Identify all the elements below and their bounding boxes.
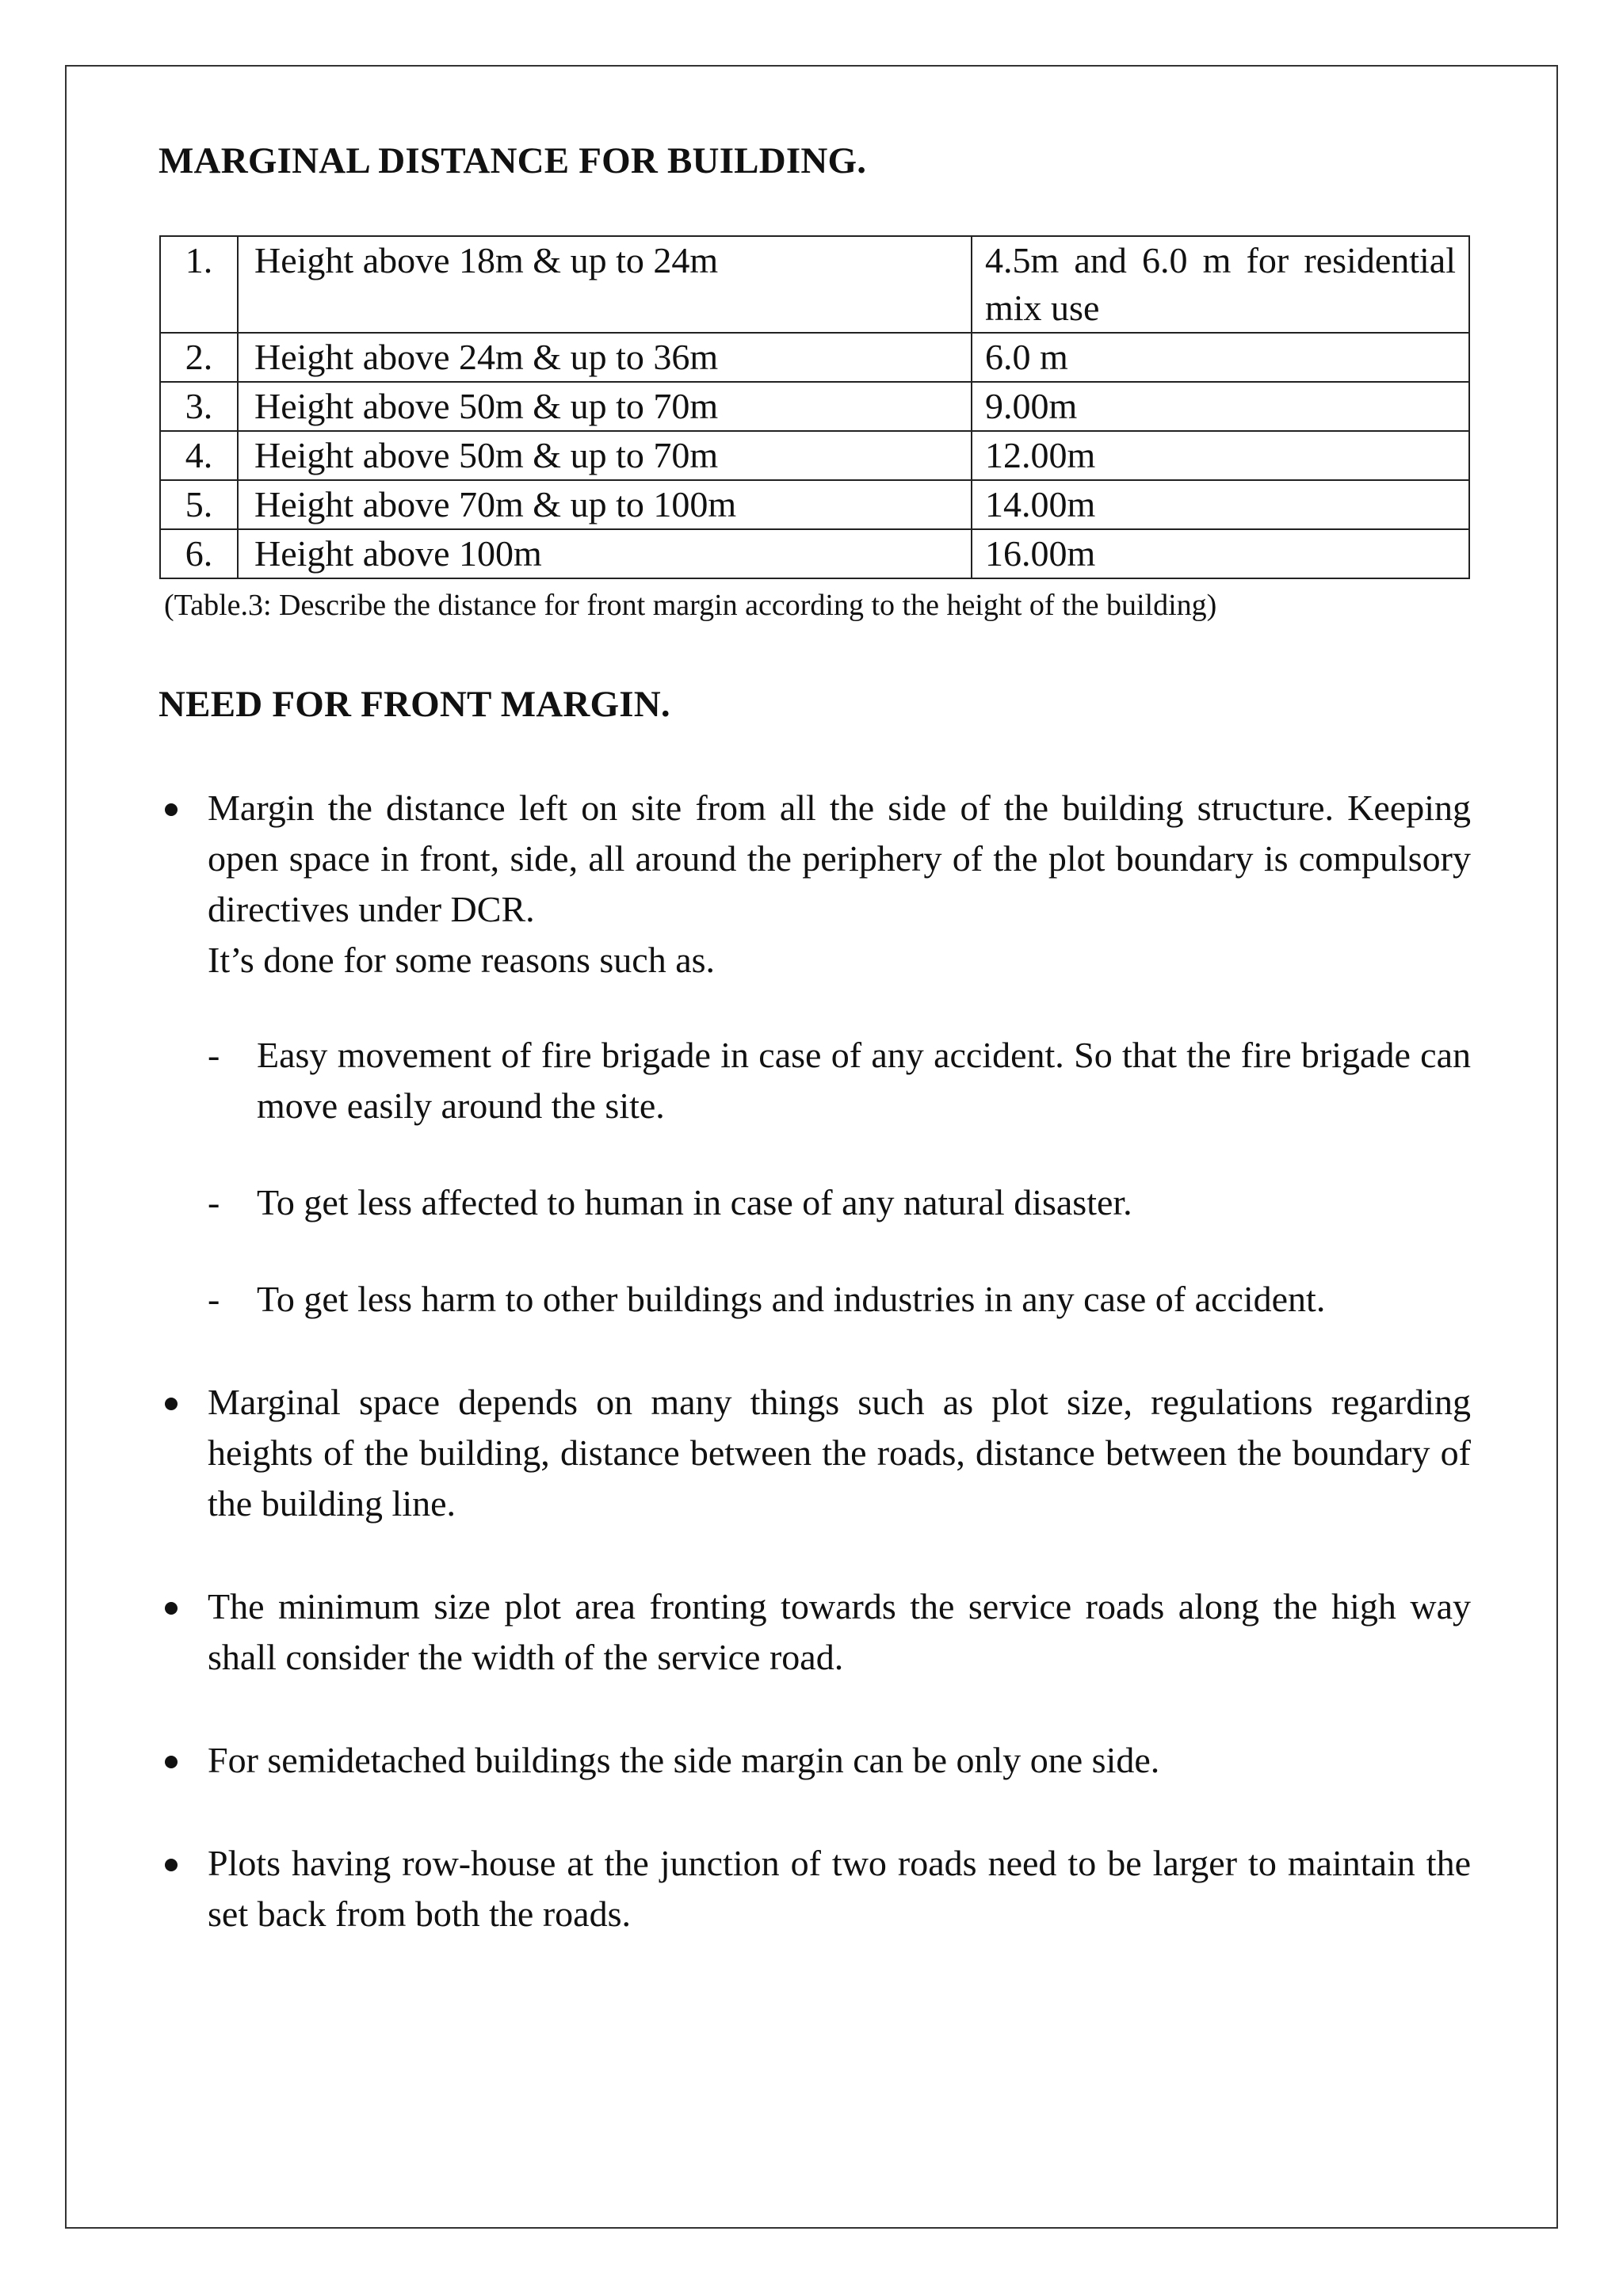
row-number: 5. <box>160 480 238 529</box>
table-row <box>160 529 1469 578</box>
row-distance: 14.00m <box>972 480 1469 529</box>
bullet-text-continued: It’s done for some reasons such as. <box>208 940 716 980</box>
dash-icon: - <box>208 1182 220 1222</box>
row-number: 1. <box>160 236 238 333</box>
bullet-icon <box>165 1859 178 1871</box>
heading-marginal-distance: MARGINAL DISTANCE FOR BUILDING. <box>158 140 867 181</box>
row-distance: 16.00m <box>972 529 1469 578</box>
row-description: Height above 100m <box>238 529 972 578</box>
sub-list <box>208 1030 1471 1325</box>
bullet-list <box>158 783 1471 1992</box>
row-distance: 9.00m <box>972 382 1469 431</box>
row-description: Height above 50m & up to 70m <box>238 382 972 431</box>
bullet-icon <box>165 803 178 816</box>
table-row <box>160 431 1469 480</box>
table-caption: (Table.3: Describe the distance for front margin according to the height of the building) <box>164 589 1217 622</box>
list-item <box>158 1735 1471 1786</box>
table-row <box>160 333 1469 382</box>
row-description: Height above 24m & up to 36m <box>238 333 972 382</box>
bullet-icon <box>165 1756 178 1768</box>
list-item <box>158 1838 1471 1939</box>
list-item <box>158 1581 1471 1683</box>
bullet-icon <box>165 1602 178 1615</box>
row-description: Height above 70m & up to 100m <box>238 480 972 529</box>
heading-need-front-margin: NEED FOR FRONT MARGIN. <box>158 684 670 725</box>
sub-item-text: To get less harm to other buildings and industries in any case of accident. <box>257 1279 1326 1319</box>
bullet-text: The minimum size plot area fronting towards the service roads along the high way shall consider the width of the service road. <box>208 1586 1471 1677</box>
marginal-distance-table <box>159 235 1470 579</box>
row-number: 3. <box>160 382 238 431</box>
sub-item-text: To get less affected to human in case of any natural disaster. <box>257 1182 1132 1222</box>
bullet-icon <box>165 1398 178 1410</box>
row-distance: 6.0 m <box>972 333 1469 382</box>
row-number: 2. <box>160 333 238 382</box>
row-distance: 12.00m <box>972 431 1469 480</box>
sub-list-item <box>208 1274 1471 1325</box>
sub-item-text: Easy movement of fire brigade in case of any accident. So that the fire brigade can move easily around the site. <box>257 1035 1471 1126</box>
dash-icon: - <box>208 1279 220 1319</box>
list-item <box>158 783 1471 1325</box>
bullet-text: Marginal space depends on many things such as plot size, regulations regarding heights of the building, distance between the roads, distance between the boundary of the building line. <box>208 1382 1471 1524</box>
sub-list-item <box>208 1030 1471 1131</box>
dash-icon: - <box>208 1035 220 1075</box>
list-item <box>158 1377 1471 1529</box>
bullet-text: Plots having row-house at the junction of two roads need to be larger to maintain the set back from both the roads. <box>208 1843 1471 1934</box>
table-row <box>160 382 1469 431</box>
row-number: 6. <box>160 529 238 578</box>
table-row <box>160 236 1469 333</box>
table-row <box>160 480 1469 529</box>
sub-list-item <box>208 1177 1471 1228</box>
row-number: 4. <box>160 431 238 480</box>
row-description: Height above 18m & up to 24m <box>238 236 972 333</box>
row-description: Height above 50m & up to 70m <box>238 431 972 480</box>
row-distance: 4.5m and 6.0 m for residential mix use <box>972 236 1469 333</box>
bullet-text: Margin the distance left on site from all the side of the building structure. Keeping open space in front, side, all around the periphery of the plot boundary is compulsory directives under DCR. <box>208 788 1471 929</box>
bullet-text: For semidetached buildings the side margin can be only one side. <box>208 1740 1160 1780</box>
